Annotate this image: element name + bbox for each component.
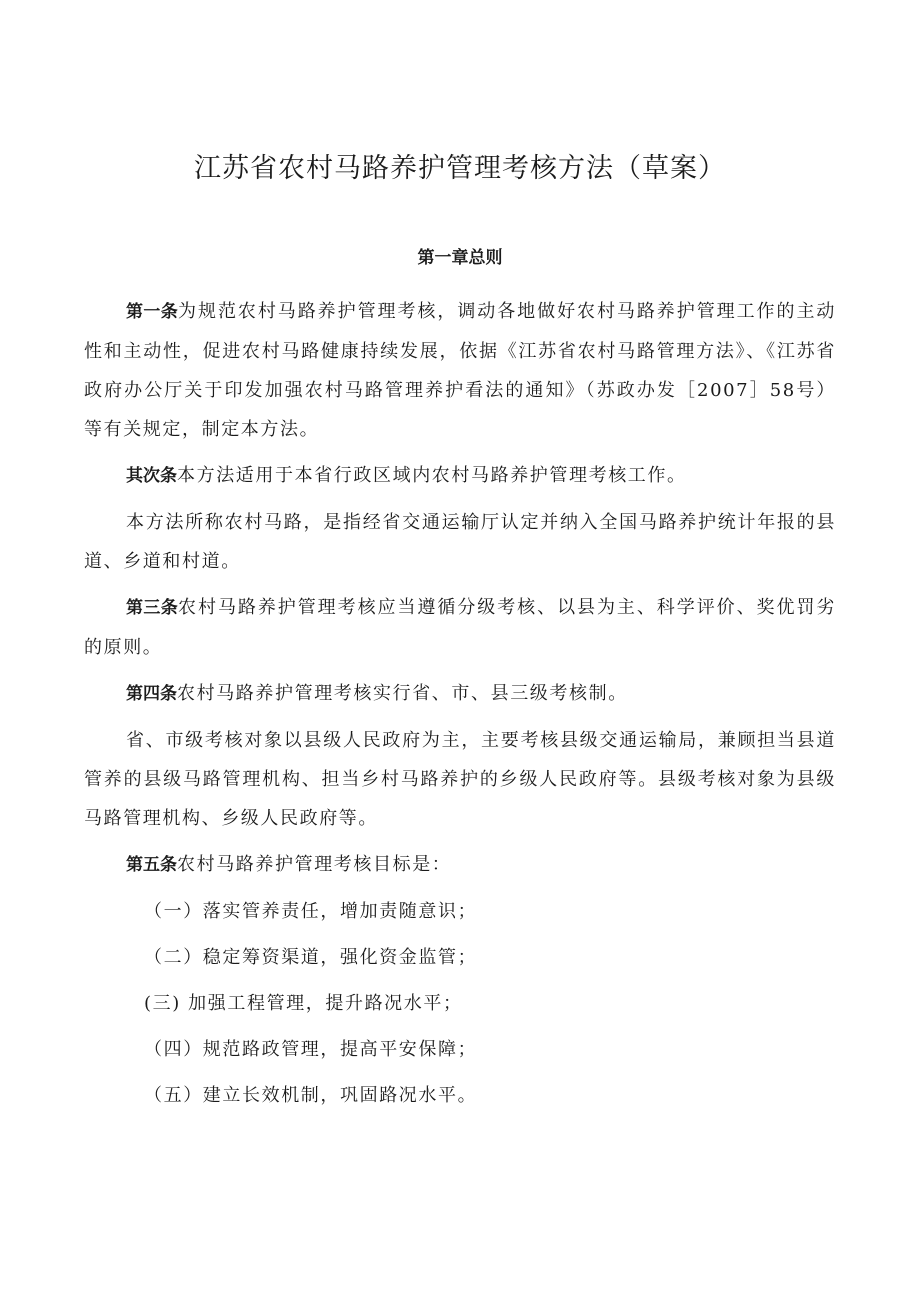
article-text: 省、市级考核对象以县级人民政府为主，主要考核县级交通运输局，兼顾担当县道管养的县级马路管理机构、担当乡村马路养护的乡级人民政府等。县级考核对象为县级马路管理机构、乡级人民政府等。: [84, 730, 836, 829]
article-text: 为规范农村马路养护管理考核，调动各地做好农村马路养护管理工作的主动性和主动性，促进农村马路健康持续发展，依据《江苏省农村马路管理方法》、《江苏省政府办公厅关于印发加强农村马路管理养护看法的通知》（苏政办发［2007］58号）等有关规定，制定本方法。: [84, 301, 837, 440]
list-item: (三) 加强工程管理，提升路况水平；: [144, 993, 463, 1014]
article-label: 第三条: [126, 598, 179, 618]
article-label: 第四条: [126, 684, 177, 704]
list-item: （一）落实管养责任，增加责随意识；: [144, 901, 478, 922]
article-3: [84, 588, 836, 667]
list-item: （五）建立长效机制，巩固路况水平。: [144, 1085, 478, 1106]
article-text: 农村马路养护管理考核应当遵循分级考核、以县为主、科学评价、奖优罚劣的原则。: [84, 597, 837, 658]
article-1: [84, 292, 836, 449]
article-5: [84, 845, 836, 885]
article-2-paragraph: [84, 503, 836, 581]
list-item: （四）规范路政管理，提高平安保障；: [144, 1039, 478, 1060]
article-text: 农村马路养护管理考核实行省、市、县三级考核制。: [177, 683, 628, 704]
chapter-heading: 第一章总则: [417, 248, 503, 268]
document-title: 江苏省农村马路养护管理考核方法（草案）: [194, 153, 726, 184]
article-2: [84, 456, 836, 496]
article-text: 本方法适用于本省行政区域内农村马路养护管理考核工作。: [177, 465, 687, 486]
article-label: 第一条: [126, 302, 179, 322]
article-label: 其次条: [126, 466, 177, 486]
article-text: 农村马路养护管理考核目标是：: [177, 854, 452, 875]
article-4-paragraph: [84, 721, 836, 838]
article-label: 第五条: [126, 855, 177, 875]
article-text: 本方法所称农村马路，是指经省交通运输厅认定并纳入全国马路养护统计年报的县道、乡道和村道。: [84, 512, 836, 572]
article-4: [84, 674, 836, 714]
list-item: （二）稳定筹资渠道，强化资金监管；: [144, 947, 478, 968]
document-body: [84, 292, 836, 1122]
